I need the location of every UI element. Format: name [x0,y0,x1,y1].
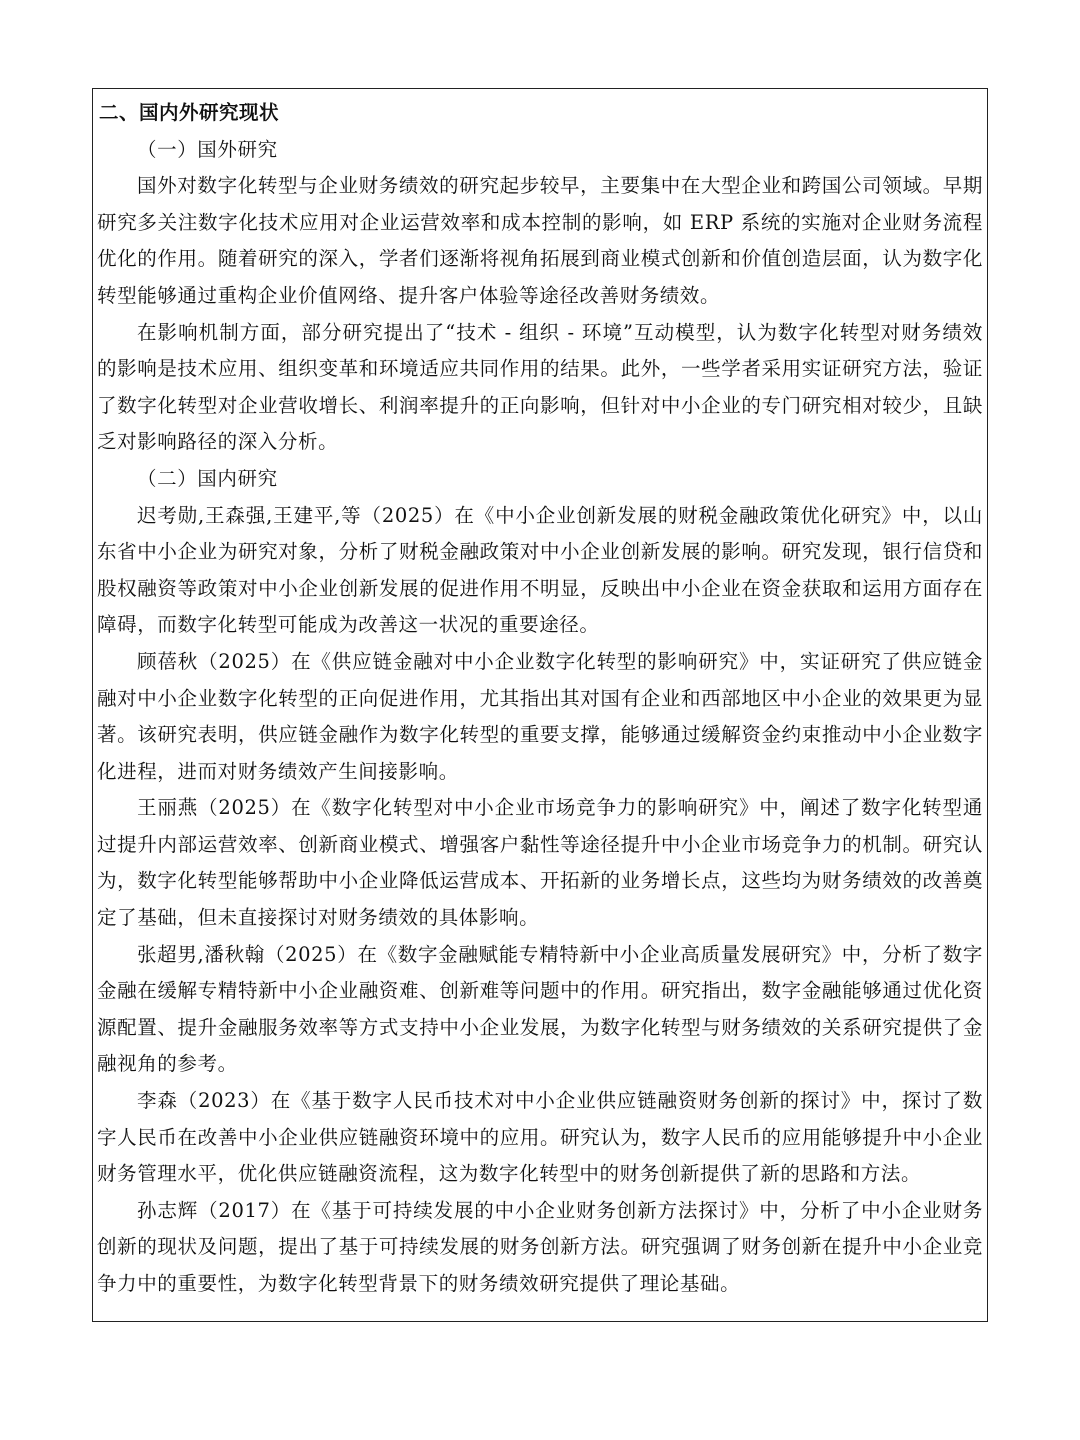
domestic-paragraph-1: 迟考勋,王森强,王建平,等（2025）在《中小企业创新发展的财税金融政策优化研究》中，以山东省中小企业为研究对象，分析了财税金融政策对中小企业创新发展的影响。研究发现，银行信贷和股权融资等政策对中小企业创新发展的促进作用不明显，反映出中小企业在资金获取和运用方面存在障碍，而数字化转型可能成为改善这一状况的重要途径。 [97,503,983,637]
domestic-paragraph-4: 张超男,潘秋翰（2025）在《数字金融赋能专精特新中小企业高质量发展研究》中，分析了数字金融在缓解专精特新中小企业融资难、创新难等问题中的作用。研究指出，数字金融能够通过优化资源配置、提升金融服务效率等方式支持中小企业发展，为数字化转型与财务绩效的关系研究提供了金融视角的参考。 [97,942,983,1076]
foreign-paragraph-1: 国外对数字化转型与企业财务绩效的研究起步较早，主要集中在大型企业和跨国公司领域。早期研究多关注数字化技术应用对企业运营效率和成本控制的影响，如 ERP 系统的实施对企业财务流程优化的作用。随着研究的深入，学者们逐渐将视角拓展到商业模式创新和价值创造层面，认为数字化转型能够通过重构企业价值网络、提升客户体验等途径改善财务绩效。 [97,174,983,307]
section-title: 二、国内外研究现状 [99,101,280,124]
domestic-paragraph-6: 孙志辉（2017）在《基于可持续发展的中小企业财务创新方法探讨》中，分析了中小企业财务创新的现状及问题，提出了基于可持续发展的财务创新方法。研究强调了财务创新在提升中小企业竞争力中的重要性，为数字化转型背景下的财务绩效研究提供了理论基础。 [97,1198,983,1295]
domestic-paragraph-5: 李森（2023）在《基于数字人民币技术对中小企业供应链融资财务创新的探讨》中，探讨了数字人民币在改善中小企业供应链融资环境中的应用。研究认为，数字人民币的应用能够提升中小企业财务管理水平，优化供应链融资流程，这为数字化转型中的财务创新提供了新的思路和方法。 [97,1089,983,1186]
foreign-research-heading: （一）国外研究 [137,137,278,161]
document-table-cell [92,88,988,1322]
domestic-research-heading: （二）国内研究 [137,466,278,490]
domestic-paragraph-2: 顾蓓秋（2025）在《供应链金融对中小企业数字化转型的影响研究》中，实证研究了供应链金融对中小企业数字化转型的正向促进作用，尤其指出其对国有企业和西部地区中小企业的效果更为显著。该研究表明，供应链金融作为数字化转型的重要支撑，能够通过缓解资金约束推动中小企业数字化进程，进而对财务绩效产生间接影响。 [97,649,983,783]
foreign-paragraph-2: 在影响机制方面，部分研究提出了“技术 - 组织 - 环境”互动模型，认为数字化转型对财务绩效的影响是技术应用、组织变革和环境适应共同作用的结果。此外，一些学者采用实证研究方法，验证了数字化转型对企业营收增长、利润率提升的正向影响，但针对中小企业的专门研究相对较少，且缺乏对影响路径的深入分析。 [97,320,983,454]
domestic-paragraph-3: 王丽燕（2025）在《数字化转型对中小企业市场竞争力的影响研究》中，阐述了数字化转型通过提升内部运营效率、创新商业模式、增强客户黏性等途径提升中小企业市场竞争力的机制。研究认为，数字化转型能够帮助中小企业降低运营成本、开拓新的业务增长点，这些均为财务绩效的改善奠定了基础，但未直接探讨对财务绩效的具体影响。 [97,796,983,930]
